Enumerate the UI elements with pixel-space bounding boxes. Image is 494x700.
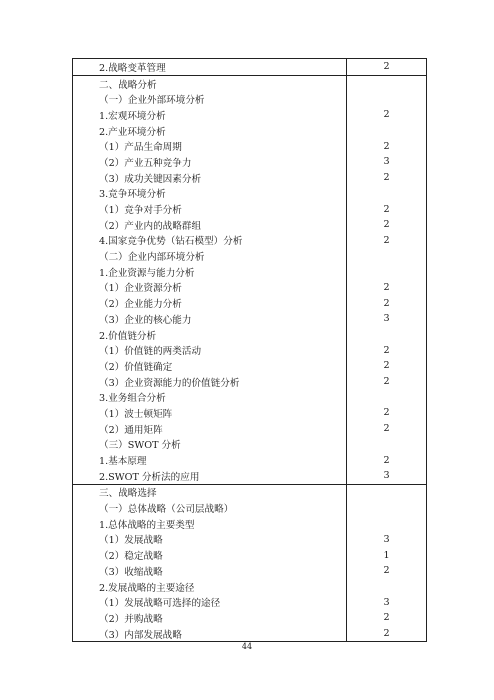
level-cell: 2	[383, 454, 390, 466]
table-row	[73, 186, 426, 202]
topic-cell: 1.基本原理	[73, 452, 347, 468]
table-row	[73, 217, 426, 233]
table-row	[73, 76, 426, 92]
topic-cell: （一）企业外部环境分析	[73, 91, 347, 107]
table-row	[73, 107, 426, 123]
topic-cell: （一）总体战略（公司层战略）	[73, 500, 347, 516]
level-cell: 2	[383, 140, 390, 152]
topic-cell: 1.宏观环境分析	[73, 107, 347, 123]
level-cell: 2	[383, 565, 390, 577]
level-cell: 2	[383, 172, 390, 184]
topic-cell: （2）通用矩阵	[73, 421, 347, 437]
table-row	[73, 358, 426, 374]
table-row	[73, 485, 426, 501]
topic-cell: （1）发展战略可选择的途径	[73, 594, 347, 610]
topic-cell: 2.发展战略的主要途径	[73, 579, 347, 595]
table-row	[73, 452, 426, 468]
topic-cell: 3.业务组合分析	[73, 389, 347, 405]
table-row	[73, 59, 426, 75]
table-row	[73, 610, 426, 626]
topic-cell: （二）企业内部环境分析	[73, 248, 347, 264]
level-cell: 3	[383, 313, 390, 325]
table-row	[73, 327, 426, 343]
topic-cell: （2）价值链确定	[73, 358, 347, 374]
table-section	[73, 75, 426, 484]
level-cell: 2	[383, 628, 390, 640]
topic-cell: 2.战略变革管理	[73, 59, 347, 75]
topic-cell: （2）并购战略	[73, 610, 347, 626]
table-row	[73, 170, 426, 186]
topic-cell: （3）收缩战略	[73, 563, 347, 579]
level-cell: 1	[383, 549, 390, 561]
topic-cell: （2）企业能力分析	[73, 295, 347, 311]
table-row	[73, 532, 426, 548]
table-row	[73, 405, 426, 421]
topic-cell: 2.产业环境分析	[73, 123, 347, 139]
table-section	[73, 59, 426, 75]
topic-cell: （2）稳定战略	[73, 547, 347, 563]
table-row	[73, 264, 426, 280]
topic-cell: （2）产业五种竞争力	[73, 154, 347, 170]
table-row	[73, 563, 426, 579]
table-row	[73, 154, 426, 170]
table-row	[73, 626, 426, 642]
level-cell: 2	[383, 376, 390, 388]
topic-cell: 二、战略分析	[73, 76, 347, 92]
level-cell: 3	[383, 533, 390, 545]
level-cell: 2	[383, 612, 390, 624]
level-cell: 2	[383, 344, 390, 356]
table-row	[73, 123, 426, 139]
topic-cell: （三）SWOT 分析	[73, 437, 347, 453]
topic-cell: （3）企业资源能力的价值链分析	[73, 374, 347, 390]
table-row	[73, 389, 426, 405]
table-row	[73, 468, 426, 484]
table-row	[73, 233, 426, 249]
table-row	[73, 421, 426, 437]
table-row	[73, 280, 426, 296]
level-cell: 3	[383, 596, 390, 608]
topic-cell: 2.价值链分析	[73, 327, 347, 343]
level-cell: 3	[383, 156, 390, 168]
level-cell: 2	[383, 203, 390, 215]
level-cell: 2	[383, 297, 390, 309]
table-row	[73, 248, 426, 264]
topic-cell: （1）发展战略	[73, 532, 347, 548]
topic-cell: 1.总体战略的主要类型	[73, 516, 347, 532]
topic-cell: （1）竞争对手分析	[73, 201, 347, 217]
table-row	[73, 437, 426, 453]
table-row	[73, 547, 426, 563]
topic-cell: （1）企业资源分析	[73, 280, 347, 296]
topic-cell: （3）内部发展战略	[73, 626, 347, 642]
level-cell: 2	[383, 281, 390, 293]
topic-cell: 3.竞争环境分析	[73, 186, 347, 202]
syllabus-table	[72, 58, 427, 642]
level-cell: 2	[383, 109, 390, 121]
table-row	[73, 500, 426, 516]
level-cell: 2	[383, 61, 390, 73]
table-row	[73, 579, 426, 595]
topic-cell: 1.企业资源与能力分析	[73, 264, 347, 280]
table-row	[73, 201, 426, 217]
topic-cell: 4.国家竞争优势（钻石模型）分析	[73, 233, 347, 249]
topic-cell: （1）波士顿矩阵	[73, 405, 347, 421]
table-row	[73, 295, 426, 311]
table-row	[73, 138, 426, 154]
topic-cell: （1）产品生命周期	[73, 138, 347, 154]
table-row	[73, 374, 426, 390]
level-cell: 2	[383, 219, 390, 231]
level-cell: 2	[383, 423, 390, 435]
table-row	[73, 311, 426, 327]
topic-cell: 三、战略选择	[73, 485, 347, 501]
table-row	[73, 516, 426, 532]
topic-cell: （2）产业内的战略群组	[73, 217, 347, 233]
table-row	[73, 342, 426, 358]
level-cell: 2	[383, 360, 390, 372]
topic-cell: （1）价值链的两类活动	[73, 342, 347, 358]
level-cell: 2	[383, 234, 390, 246]
topic-cell: （3）成功关键因素分析	[73, 170, 347, 186]
level-cell: 2	[383, 407, 390, 419]
page-number: 44	[241, 642, 253, 651]
topic-cell: （3）企业的核心能力	[73, 311, 347, 327]
table-row	[73, 594, 426, 610]
topic-cell: 2.SWOT 分析法的应用	[73, 468, 347, 484]
table-section	[73, 484, 426, 642]
level-cell: 3	[383, 470, 390, 482]
table-row	[73, 91, 426, 107]
